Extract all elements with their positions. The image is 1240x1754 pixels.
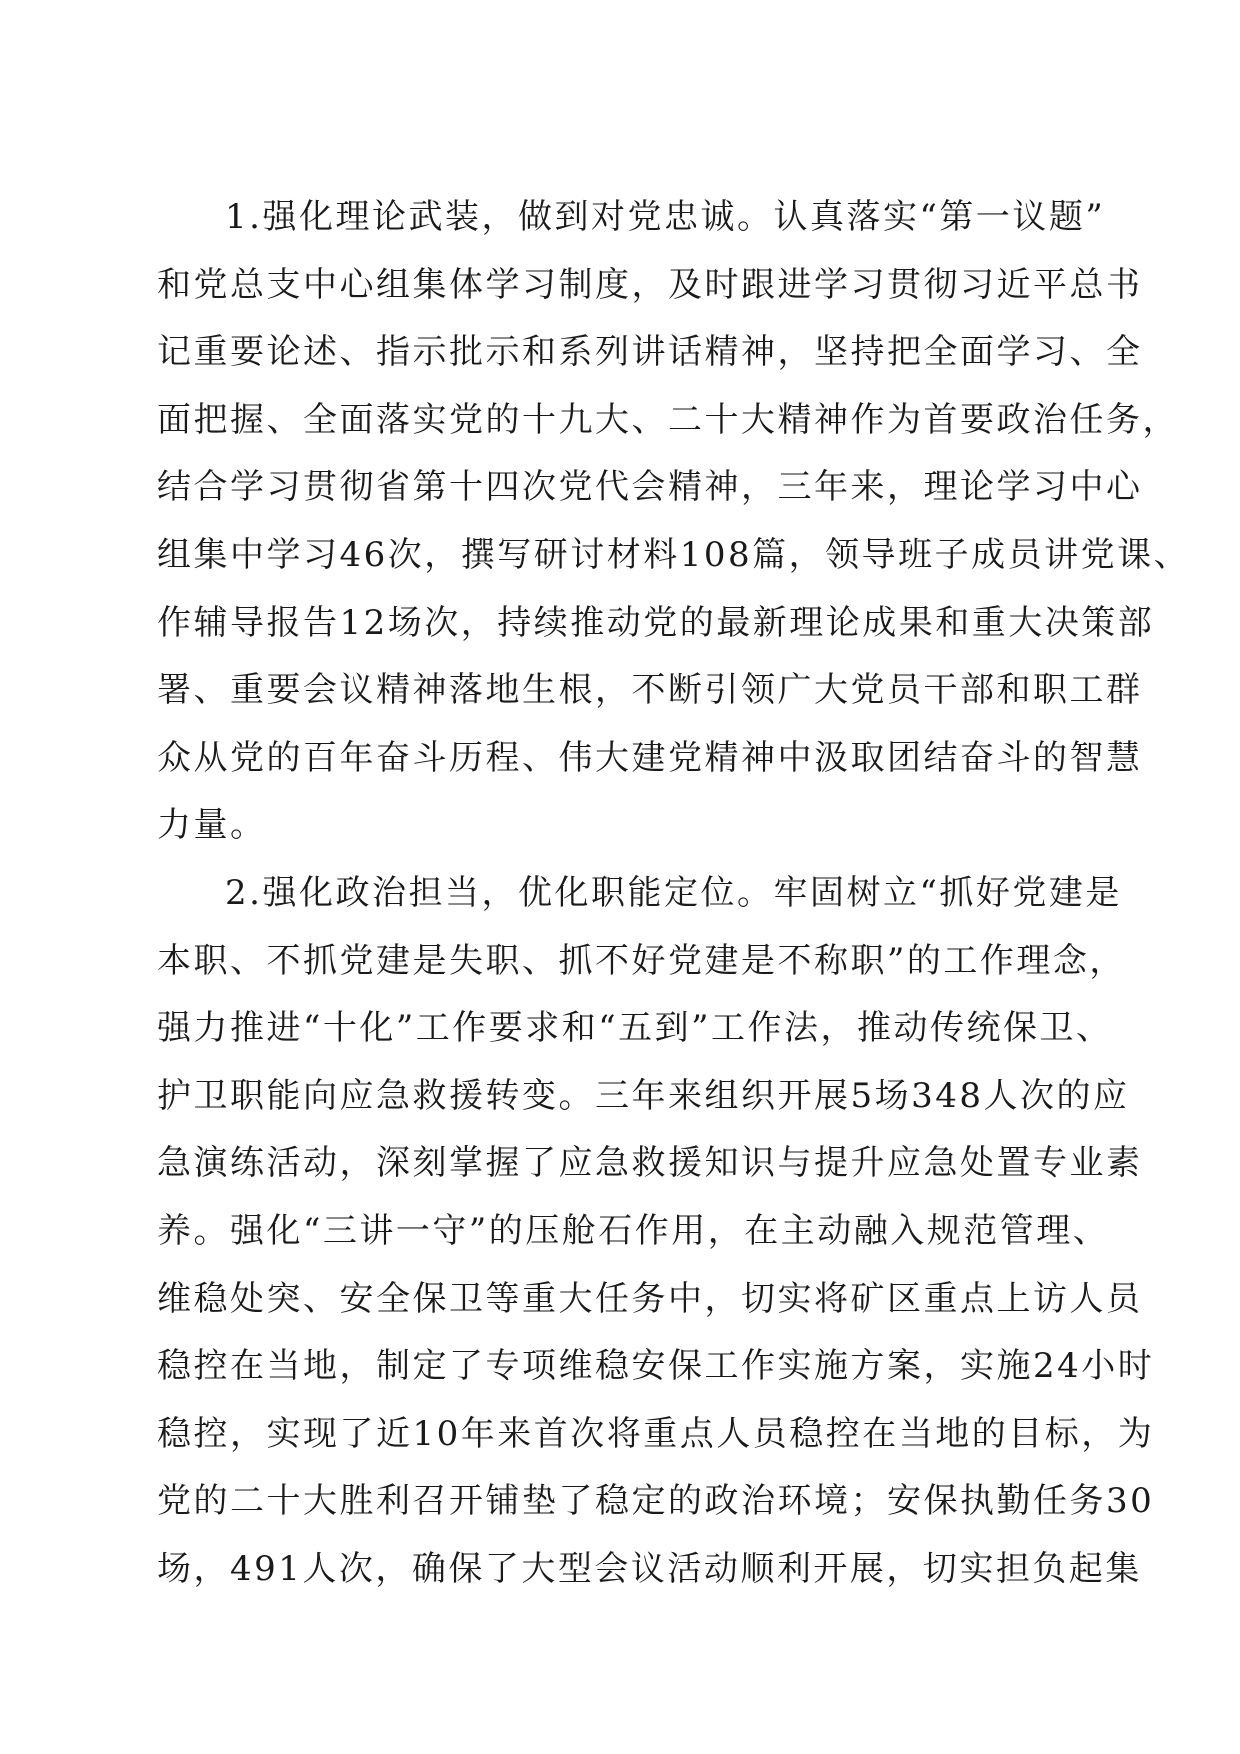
paragraph-2-line-10: 党的二十大胜利召开铺垫了稳定的政治环境；安保执勤任务30 bbox=[157, 1481, 1155, 1522]
paragraph-2-line-4: 护卫职能向应急救援转变。三年来组织开展5场348人次的应 bbox=[157, 1075, 1130, 1116]
paragraph-1-line-7: 作辅导报告12场次，持续推动党的最新理论成果和重大决策部 bbox=[157, 602, 1155, 643]
paragraph-1-line-9: 众从党的百年奋斗历程、伟大建党精神中汲取团结奋斗的智慧 bbox=[157, 737, 1143, 778]
body-text bbox=[157, 184, 1191, 1603]
paragraph-2-line-11: 场，491人次，确保了大型会议活动顺利开展，切实担负起集 bbox=[157, 1548, 1142, 1589]
paragraph-2-line-9: 稳控，实现了近10年来首次将重点人员稳控在当地的目标，为 bbox=[157, 1413, 1155, 1454]
paragraph-1-line-2: 和党总支中心组集体学习制度，及时跟进学习贯彻习近平总书 bbox=[157, 264, 1143, 305]
paragraph-1-line-6: 组集中学习46次，撰写研讨材料108篇，领导班子成员讲党课、 bbox=[157, 534, 1191, 575]
paragraph-2-line-6: 养。强化“三讲一守”的压舱石作用，在主动融入规范管理、 bbox=[157, 1210, 1110, 1251]
paragraph-2-line-8: 稳控在当地，制定了专项维稳安保工作实施方案，实施24小时 bbox=[157, 1346, 1155, 1387]
paragraph-2-line-5: 急演练活动，深刻掌握了应急救援知识与提升应急处置专业素 bbox=[157, 1143, 1143, 1184]
paragraph-1-line-10: 力量。 bbox=[157, 805, 267, 846]
paragraph-1-line-5: 结合学习贯彻省第十四次党代会精神，三年来，理论学习中心 bbox=[157, 467, 1143, 508]
paragraph-1-line-8: 署、重要会议精神落地生根，不断引领广大党员干部和职工群 bbox=[157, 670, 1143, 711]
paragraph-2-line-1: 2.强化政治担当，优化职能定位。牢固树立“抓好党建是 bbox=[225, 872, 1122, 913]
paragraph-1-line-1: 1.强化理论武装，做到对党忠诚。认真落实“第一议题” bbox=[225, 197, 1106, 237]
paragraph-2-line-3: 强力推进“十化”工作要求和“五到”工作法，推动传统保卫、 bbox=[157, 1008, 1113, 1049]
paragraph-2-line-2: 本职、不抓党建是失职、抓不好党建是不称职”的工作理念， bbox=[157, 940, 1126, 981]
paragraph-1-line-4: 面把握、全面落实党的十九大、二十大精神作为首要政治任务， bbox=[157, 399, 1179, 440]
paragraph-2-line-7: 维稳处突、安全保卫等重大任务中，切实将矿区重点上访人员 bbox=[157, 1278, 1143, 1319]
paragraph-1-line-3: 记重要论述、指示批示和系列讲话精神，坚持把全面学习、全 bbox=[157, 332, 1143, 373]
